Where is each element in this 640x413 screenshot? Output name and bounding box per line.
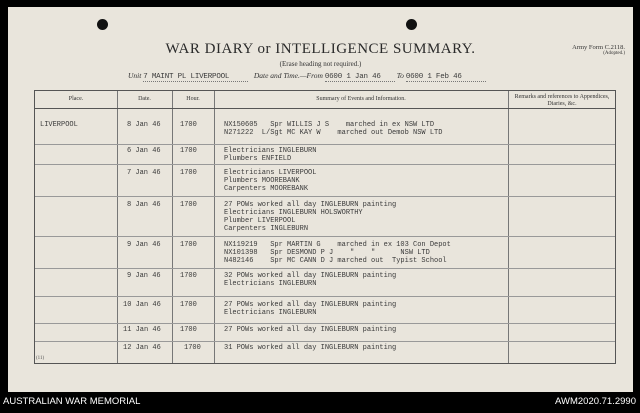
header-hour: Hour. (186, 96, 200, 102)
punch-hole (97, 19, 108, 30)
row-date: 10 Jan 46 (123, 301, 161, 309)
row-date: 12 Jan 46 (123, 344, 161, 352)
row-hour: 1700 (180, 201, 197, 209)
row-date: 11 Jan 46 (123, 326, 161, 334)
row-place: LIVERPOOL (40, 121, 78, 129)
row-date: 8 Jan 46 (127, 121, 161, 129)
diary-sheet (8, 7, 633, 392)
row-date: 6 Jan 46 (127, 147, 161, 155)
army-form-number: Army Form C.2118. (572, 44, 625, 51)
unit-label: Unit (128, 71, 142, 80)
diary-table (34, 90, 616, 364)
row-hour: 1700 (180, 121, 197, 129)
row-hour: 1700 (180, 147, 197, 155)
unit-line (128, 71, 486, 82)
row-hour: 1700 (180, 301, 197, 309)
row-summary: 27 POWs worked all day INGLEBURN painting Electricians INGLEBURN HOLSWORTHY Plumber LIVERPOOL Carpenters INGLEBURN (224, 201, 397, 233)
row-hour: 1700 (180, 169, 197, 177)
army-form-adopted: (Adopted.) (603, 51, 625, 56)
row-summary: 27 POWs worked all day INGLEBURN painting (224, 326, 397, 334)
row-hour: 1700 (180, 272, 197, 280)
row-summary: NX119219 Spr MARTIN G marched in ex 103 Con Depot NX101398 Spr DESMOND P J " " NSW LTD N482146 Spr MC CANN D J marched out Typist School (224, 241, 451, 265)
row-date: 9 Jan 46 (127, 272, 161, 280)
page-subtitle: (Erase heading not required.) (279, 60, 362, 68)
row-summary: 27 POWs worked all day INGLEBURN painting Electricians INGLEBURN (224, 301, 397, 317)
row-date: 7 Jan 46 (127, 169, 161, 177)
row-hour: 1700 (180, 241, 197, 249)
to-label: To (396, 71, 404, 80)
from-value: 0600 1 Jan 46 (325, 73, 395, 82)
punch-hole (406, 19, 417, 30)
row-hour: 1700 (184, 344, 201, 352)
row-summary: 31 POWs worked all day INGLEBURN painting (224, 344, 397, 352)
row-summary: Electricians LIVERPOOL Plumbers MOOREBANK Carpenters MOOREBANK (224, 169, 317, 193)
row-summary: 32 POWs worked all day INGLEBURN painting Electricians INGLEBURN (224, 272, 397, 288)
date-time-label: Date and Time.—From (253, 71, 323, 80)
army-form-label (572, 44, 625, 56)
header-summary: Summary of Events and Information. (316, 96, 406, 102)
row-summary: Electricians INGLEBURN Plumbers ENFIELD (224, 147, 317, 163)
footer-institution: AUSTRALIAN WAR MEMORIAL (3, 396, 141, 407)
unit-value: 7 MAINT PL LIVERPOOL (143, 73, 248, 82)
header-place: Place. (68, 96, 84, 102)
row-date: 8 Jan 46 (127, 201, 161, 209)
header-date: Date. (138, 96, 151, 102)
row-hour: 1700 (180, 326, 197, 334)
to-value: 0600 1 Feb 46 (406, 73, 486, 82)
page-mark: (11) (36, 356, 45, 361)
footer-accession-number: AWM2020.71.2990 (555, 396, 636, 407)
row-summary: NX150605 Spr WILLIS J S marched in ex NSW LTD N271222 L/Sgt MC KAY W marched out Demob NSW LTD (224, 121, 443, 137)
row-date: 9 Jan 46 (127, 241, 161, 249)
header-remarks: Remarks and references to Appendices, Diaries, &c. (514, 94, 610, 107)
page-title: WAR DIARY or INTELLIGENCE SUMMARY. (165, 41, 476, 57)
